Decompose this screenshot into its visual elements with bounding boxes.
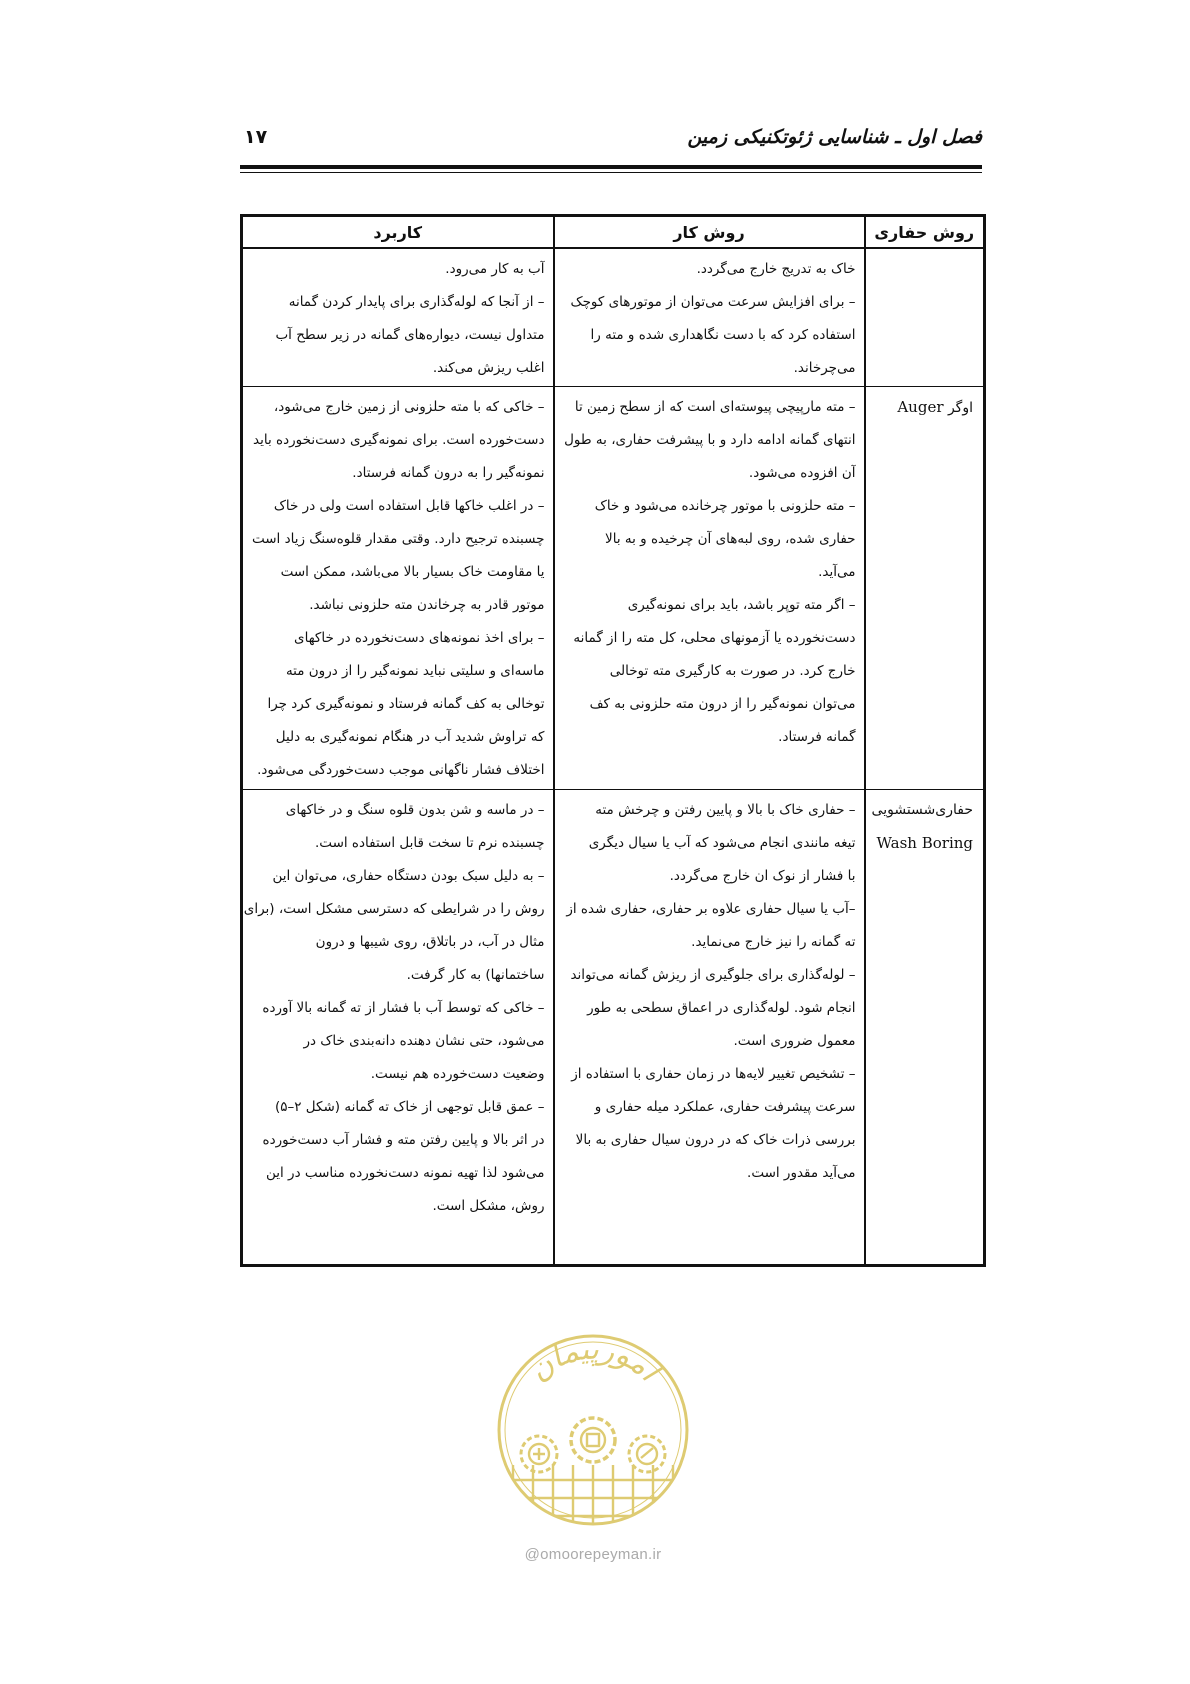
omoorepeyman-logo xyxy=(493,1330,693,1530)
logo-text: امورپیمان xyxy=(521,1331,666,1389)
text-line: – در ماسه و شن بدون قلوه سنگ و در خاکهای xyxy=(285,802,545,818)
text-line: مثال در آب، در باتلاق، روی شیبها و درون xyxy=(315,934,545,950)
text-line: چسبنده ترجیح دارد. وقتی مقدار قلوه‌سنگ زیاد است xyxy=(251,530,545,547)
text-line: – تشخیص تغییر لایه‌ها در زمان حفاری با استفاده از xyxy=(571,1066,856,1082)
text-line: – عمق قابل توجهی از خاک ته گمانه (شکل ۲–۵) xyxy=(274,1099,545,1115)
text-line: – به دلیل سبک بودن دستگاه حفاری، می‌توان این xyxy=(272,868,545,884)
text-line: متداول نیست، دیواره‌های گمانه در زیر سطح آب xyxy=(275,327,545,343)
application-cell xyxy=(242,386,554,789)
text-line: – حفاری خاک با بالا و پایین رفتن و چرخش مته xyxy=(595,802,856,818)
text-line: – خاکی که با مته حلزونی از زمین خارج می‌شود، xyxy=(273,398,545,415)
text-line: اختلاف فشار ناگهانی موجب دست‌خوردگی می‌شود. xyxy=(257,761,545,778)
procedure-cell xyxy=(554,248,865,386)
header-rule-thick xyxy=(240,165,982,169)
page-number: ۱۷ xyxy=(244,126,268,148)
method-cell xyxy=(865,790,985,1266)
text-line: ساختمانها) به کار گرفت. xyxy=(406,967,545,983)
text-line: آن افزوده می‌شود. xyxy=(748,464,856,481)
text-line: – خاکی که توسط آب با فشار از ته گمانه بالا آورده xyxy=(262,1000,545,1016)
text-line: – اگر مته توپر باشد، باید برای نمونه‌گیری xyxy=(627,596,856,613)
text-line: می‌آید مقدور است. xyxy=(747,1165,856,1181)
chapter-title: فصل اول ـ شناسایی ژئوتکنیکی زمین xyxy=(687,126,982,148)
text-line: که تراوش شدید آب در هنگام نمونه‌گیری به دلیل xyxy=(275,728,545,745)
header-rule-thin xyxy=(240,172,982,173)
text-line: می‌شود، حتی نشان دهنده دانه‌بندی خاک در xyxy=(303,1033,545,1049)
text-line: در اثر بالا و پایین رفتن مته و فشار آب دست‌خورده xyxy=(262,1132,545,1148)
text-line: تیغه مانندی انجام می‌شود که آب یا سیال دیگری xyxy=(588,835,856,851)
text-line: – از آنجا که لوله‌گذاری برای پایدار کردن گمانه xyxy=(288,294,545,310)
text-line: حفاری شده، روی لبه‌های آن چرخیده و به بالا xyxy=(605,530,856,547)
procedure-cell xyxy=(554,386,865,789)
text-line: ته گمانه را نیز خارج می‌نماید. xyxy=(691,934,856,950)
text-line: خاک به تدریج خارج می‌گردد. xyxy=(696,261,856,277)
text-line: چسبنده نرم تا سخت قابل استفاده است. xyxy=(315,835,545,851)
text-line: – مته مارپیچی پیوسته‌ای است که از سطح زمین تا xyxy=(574,398,856,415)
text-line: – برای اخذ نمونه‌های دست‌نخورده در خاکهای xyxy=(294,629,545,646)
page-header xyxy=(240,126,982,160)
text-line: انتهای گمانه ادامه دارد و با پیشرفت حفاری، به طول xyxy=(564,431,856,448)
header-method: روش حفاری xyxy=(865,216,985,249)
text-line: وضعیت دست‌خورده هم نیست. xyxy=(370,1066,545,1082)
text-line: – مته حلزونی با موتور چرخانده می‌شود و خاک xyxy=(594,497,856,514)
text-line: – لوله‌گذاری برای جلوگیری از ریزش گمانه می‌تواند xyxy=(570,967,856,983)
text-line: روش را در شرایطی که دسترسی مشکل است، (برای xyxy=(243,901,545,917)
text-line: روش، مشکل است. xyxy=(432,1198,545,1214)
table-row xyxy=(242,248,985,386)
text-line: می‌توان نمونه‌گیر را از درون مته حلزونی به کف xyxy=(589,695,856,712)
text-line: – برای افزایش سرعت می‌توان از موتورهای کوچک xyxy=(570,294,856,310)
procedure-cell xyxy=(554,790,865,1266)
text-line: – در اغلب خاکها قابل استفاده است ولی در خاک xyxy=(273,497,545,514)
method-cell xyxy=(865,248,985,386)
text-line: نمونه‌گیر را به درون گمانه فرستاد. xyxy=(352,464,545,481)
text-line: استفاده کرد که با دست نگاهداری شده و مته را xyxy=(590,327,856,343)
text-line: گمانه فرستاد. xyxy=(778,728,856,745)
text-line: دست‌نخورده یا آزمونهای محلی، کل مته را از گمانه xyxy=(573,629,856,646)
text-line: با فشار از نوک ان خارج می‌گردد. xyxy=(669,868,856,884)
method-name: اوگر xyxy=(947,399,973,416)
table-body xyxy=(242,248,985,1266)
text-line: می‌شود لذا تهیه نمونه دست‌نخورده مناسب در این xyxy=(265,1165,545,1181)
text-line: ماسه‌ای و سلیتی نباید نمونه‌گیر را از درون مته xyxy=(285,662,545,679)
method-name: حفاری‌شستشویی xyxy=(871,802,973,818)
header-application: کاربرد xyxy=(242,216,554,249)
application-cell xyxy=(242,790,554,1266)
text-line: دست‌خورده است. برای نمونه‌گیری دست‌نخورده باید xyxy=(253,431,545,448)
text-line: خارج کرد. در صورت به کارگیری مته توخالی xyxy=(609,662,856,679)
method-name-latin: Wash Boring xyxy=(876,834,973,852)
application-cell xyxy=(242,248,554,386)
text-line: بررسی ذرات خاک که در درون سیال حفاری به بالا xyxy=(575,1132,856,1148)
table-row xyxy=(242,386,985,789)
text-line: یا مقاومت خاک بسیار بالا می‌باشد، ممکن است xyxy=(280,563,545,580)
text-line: می‌آید. xyxy=(818,563,856,580)
text-line: اغلب ریزش می‌کند. xyxy=(432,360,545,376)
header-procedure: روش کار xyxy=(554,216,865,249)
watermark-url: @omoorepeyman.ir xyxy=(524,1546,662,1563)
table-row xyxy=(242,790,985,1266)
text-line: موتور قادر به چرخاندن مته حلزونی نباشد. xyxy=(309,596,545,613)
method-name-latin: Auger xyxy=(897,397,944,416)
table-header-row xyxy=(242,216,985,249)
method-cell xyxy=(865,386,985,789)
text-line: سرعت پیشرفت حفاری، عملکرد میله حفاری و xyxy=(594,1099,856,1115)
text-line: آب به کار می‌رود. xyxy=(445,261,545,277)
drilling-methods-table xyxy=(240,214,986,1267)
text-line: –آب یا سیال حفاری علاوه بر حفاری، حفاری شده از xyxy=(566,901,856,917)
text-line: توخالی به کف گمانه فرستاد و نمونه‌گیری کرد چرا xyxy=(267,695,545,712)
text-line: می‌چرخاند. xyxy=(793,360,856,376)
text-line: معمول ضروری است. xyxy=(733,1033,856,1049)
text-line: انجام شود. لوله‌گذاری در اعماق سطحی به طور xyxy=(587,1000,856,1016)
